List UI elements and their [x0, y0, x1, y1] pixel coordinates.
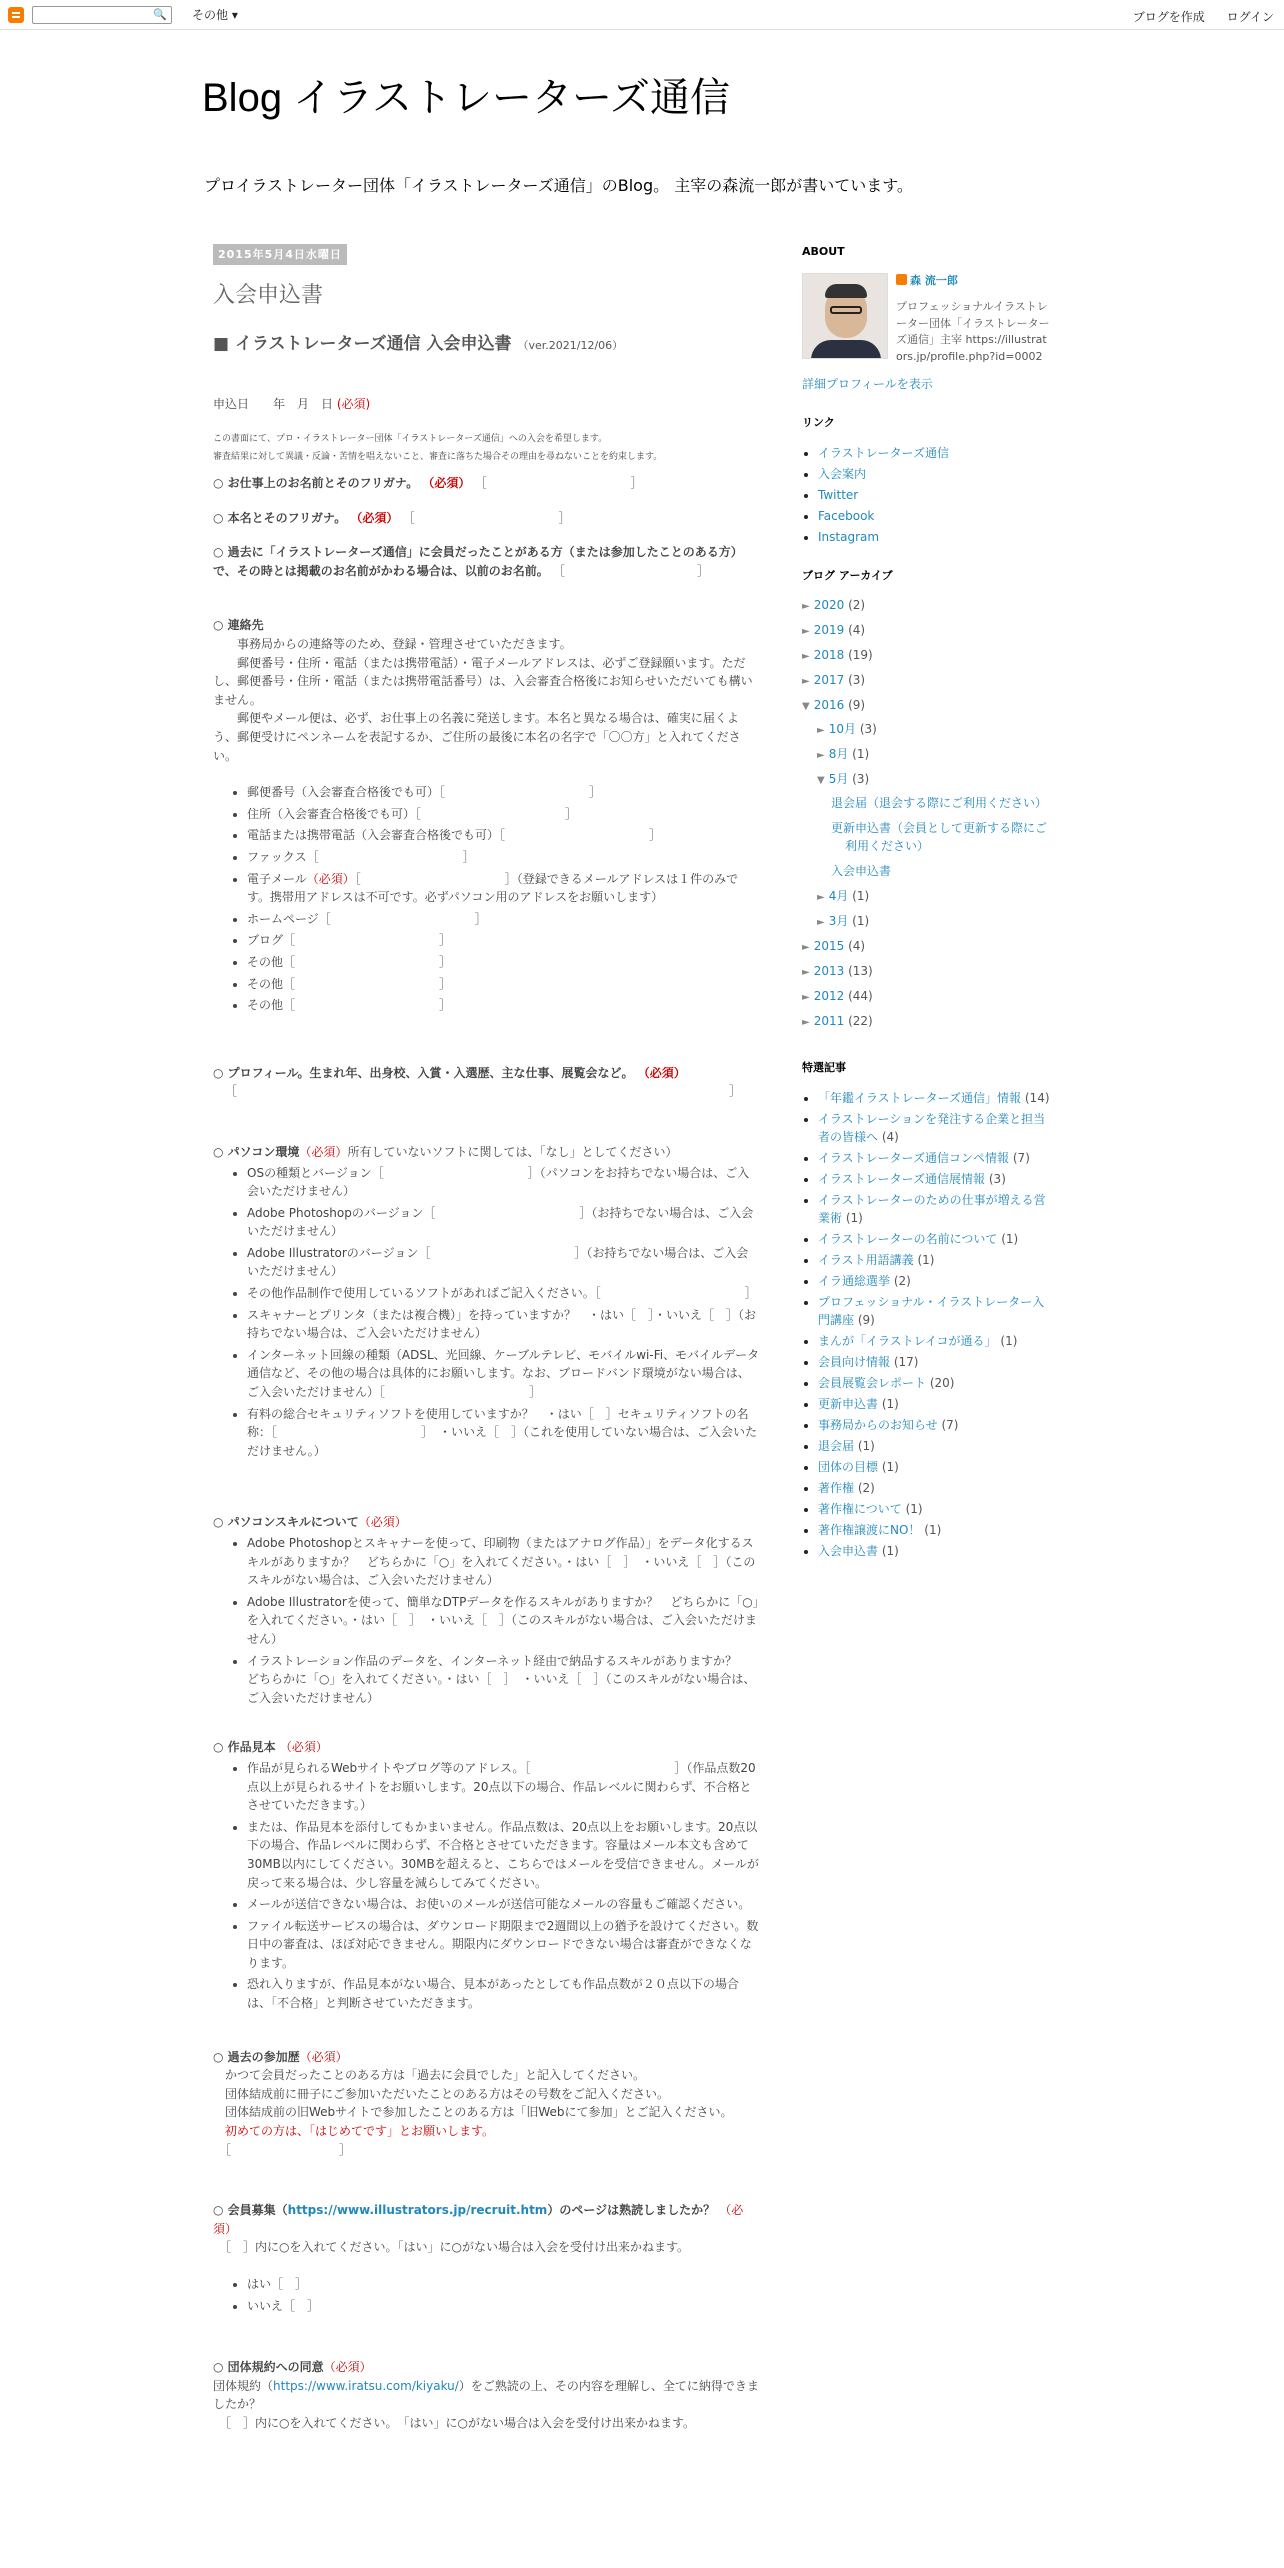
rules-note: ［ ］内に○を入れてください。 「はい」に○がない場合は入会を受付け出来かねます。 [219, 2415, 695, 2430]
expand-arrow-icon[interactable]: ► [802, 676, 810, 687]
featured-link[interactable]: 入会申込書 [818, 1543, 879, 1558]
required-mark: （必須） [306, 871, 355, 886]
pc-heading-text: ○ パソコン環境 [213, 1144, 300, 1159]
featured-link[interactable]: 「年鑑イラストレーターズ通信」情報 [818, 1090, 1022, 1105]
email-label: 電子メール [247, 871, 307, 886]
featured-item [818, 1089, 1052, 1107]
list-item: • Adobe Illustratorのバージョン［ ］（お持ちでない場合は、ご入会いただけません） [247, 1244, 760, 1281]
featured-count: (20) [929, 1375, 955, 1390]
archive-count: (4) [848, 623, 866, 637]
featured-count: (2) [893, 1273, 911, 1288]
real-name-field: ［ ］ [402, 510, 571, 525]
featured-count: (7) [1012, 1150, 1030, 1165]
featured-count: (1) [845, 1210, 863, 1225]
profile-heading-text: ○ プロフィール。生まれ年、出身校、入賞・入選歴、主な仕事、展覧会など。 [213, 1065, 634, 1080]
required-mark: （必須） [323, 2360, 372, 2375]
featured-link[interactable]: 会員向け情報 [818, 1354, 891, 1369]
recruit-pre: ○ 会員募集（ [213, 2203, 288, 2218]
archive-year[interactable]: 2019 [813, 623, 845, 637]
required-mark: （必須） [279, 1740, 328, 1755]
featured-item [818, 1170, 1052, 1188]
featured-item [818, 1374, 1052, 1392]
recruit-list [213, 2275, 760, 2315]
archive-year[interactable]: 2013 [813, 964, 845, 978]
blogger-profile-icon [896, 274, 907, 285]
required-mark: （必須） [213, 2203, 744, 2236]
featured-item [818, 1479, 1052, 1497]
featured-section [802, 1060, 1052, 1560]
featured-count: (1) [857, 1438, 875, 1453]
list-item: • いいえ［ ］ [247, 2297, 760, 2316]
required-mark: （必須） [637, 1065, 686, 1080]
archive-month[interactable]: 10月 [828, 722, 856, 736]
question-real-label: ○ 本名とそのフリガナ。 [213, 510, 347, 525]
featured-item [818, 1353, 1052, 1371]
required-mark: （必須） [350, 510, 399, 525]
post-area [213, 244, 760, 2433]
archive-post[interactable]: 更新申込書（会員として更新する際にご利用ください） [831, 821, 1048, 853]
pc-list [213, 1164, 760, 1461]
expand-arrow-icon[interactable]: ► [817, 917, 825, 928]
more-menu-label: その他 [192, 8, 229, 22]
about-section [802, 244, 1052, 393]
link-item[interactable]: Instagram [818, 529, 880, 544]
expand-arrow-icon[interactable]: ► [802, 942, 810, 953]
list-item: • イラストレーション作品のデータを、インターネット経由で納品するスキルがありますか？ どちらかに「○」を入れてください。・はい［ ］ ・いいえ［ ］（このスキルがない場合は、ご入会いただけません） [247, 1652, 760, 1708]
required-mark: （必須） [422, 476, 471, 491]
archive-count: (2) [848, 598, 866, 612]
collapse-arrow-icon[interactable]: ▼ [817, 775, 825, 786]
question-name [213, 474, 760, 493]
featured-item [818, 1293, 1052, 1329]
expand-arrow-icon[interactable]: ► [802, 992, 810, 1003]
email-field: ［ ］（登録できるメールアドレスは１件のみです。携帯用アドレスは不可です。必ずパソコン用のアドレスをお願いします） [247, 871, 739, 905]
profile-field: ［ ］ [225, 1084, 742, 1099]
history-line-2: 団体結成前に冊子にご参加いただいたことのある方はその号数をご記入ください。 [213, 2086, 670, 2101]
list-item: • はい［ ］ [247, 2275, 760, 2294]
archive-count: (3) [848, 673, 866, 687]
featured-item [818, 1395, 1052, 1413]
expand-arrow-icon[interactable]: ► [817, 892, 825, 903]
featured-link[interactable]: 著作権譲渡にNO！ [818, 1522, 921, 1537]
archive-count: (22) [848, 1014, 873, 1028]
list-item: • メールが送信できない場合は、お使いのメールが送信可能なメールの容量もご確認ください。 [247, 1895, 760, 1914]
caret-down-icon: ▾ [231, 8, 238, 22]
note-1: この書面にて、プロ・イラストレーター団体「イラストレーターズ通信」への入会を希望します。 [213, 434, 608, 445]
archive-section [802, 568, 1052, 1031]
history-heading-text: ○ 過去の参加歴 [213, 2049, 300, 2064]
full-profile-link[interactable]: 詳細プロフィールを表示 [802, 377, 933, 391]
featured-count: (9) [857, 1312, 875, 1327]
name-field: ［ ］ [474, 476, 643, 491]
form-version: （ver.2021/12/06） [517, 339, 624, 353]
collapse-arrow-icon[interactable]: ▼ [802, 701, 810, 712]
archive-count: (1) [852, 914, 870, 928]
about-description: プロフェッショナルイラストレーター団体「イラストレーターズ通信」主宰 https://illustrators.jp/profile.php?id=0002 [896, 300, 1050, 363]
featured-link[interactable]: 団体の目標 [818, 1459, 879, 1474]
skill-list [213, 1534, 760, 1707]
contact-p2: 郵便番号・住所・電話（または携帯電話）・電子メールアドレスは、必ずご登録願います。ただし、郵便番号・住所・電話（または携帯電話番号）は、入会審査合格後にお知らせいただいても構いません。 [213, 655, 753, 707]
required-mark: （必須） [299, 2049, 348, 2064]
archive-count: (44) [848, 989, 873, 1003]
archive-month[interactable]: 5月 [828, 772, 849, 786]
featured-link[interactable]: イラストレーターズ通信コンペ情報 [818, 1150, 1010, 1165]
link-item[interactable]: イラストレーターズ通信 [818, 445, 950, 460]
featured-count: (1) [881, 1459, 899, 1474]
apply-date [213, 395, 760, 414]
search-icon[interactable]: 🔍 [153, 8, 167, 21]
rules-pre: 団体規約（ [213, 2378, 274, 2393]
archive-year[interactable]: 2016 [813, 698, 845, 712]
featured-link[interactable]: 事務局からのお知らせ [818, 1417, 938, 1432]
expand-arrow-icon[interactable]: ► [802, 651, 810, 662]
featured-link[interactable]: 更新申込書 [818, 1396, 879, 1411]
list-item: • Adobe Illustratorを使って、簡単なDTPデータを作るスキルがありますか？ どちらかに「○」を入れてください。・はい［ ］ ・いいえ［ ］（このスキルがない場合は、ご入会いただけません） [247, 1593, 760, 1649]
archive-month[interactable]: 4月 [828, 889, 849, 903]
archive-year[interactable]: 2020 [813, 598, 845, 612]
expand-arrow-icon[interactable]: ► [802, 1017, 810, 1028]
featured-item [818, 1542, 1052, 1560]
featured-item [818, 1500, 1052, 1518]
pc-heading [213, 1143, 760, 1162]
links-section [802, 415, 1052, 546]
question-past-name [213, 543, 760, 580]
form-title [213, 331, 760, 357]
expand-arrow-icon[interactable]: ► [802, 626, 810, 637]
featured-count: (1) [881, 1396, 899, 1411]
expand-arrow-icon[interactable]: ► [817, 750, 825, 761]
featured-link[interactable]: 会員展覧会レポート [818, 1375, 927, 1390]
featured-item [818, 1110, 1052, 1146]
recruit-note: ［ ］内に○を入れてください。「はい」に○がない場合は入会を受付け出来かねます。 [219, 2240, 689, 2255]
note-2: 審査結果に対して異議・反論・苦情を唱えないこと、審査に落ちた場合その理由を尋ねないことを約束します。 [213, 452, 663, 463]
featured-item [818, 1416, 1052, 1434]
featured-count: (1) [1001, 1231, 1019, 1246]
rules-heading-text: ○ 団体規約への同意 [213, 2360, 324, 2375]
featured-item [818, 1191, 1052, 1227]
expand-arrow-icon[interactable]: ► [802, 601, 810, 612]
list-item: • その他［ ］ [247, 975, 760, 994]
required-mark: （必須） [358, 1515, 407, 1530]
profile-avatar[interactable] [802, 273, 888, 359]
featured-count: (14) [1024, 1090, 1050, 1105]
archive-count: (1) [852, 747, 870, 761]
past-name-field: ［ ］ [552, 563, 709, 578]
history-line-4: 初めての方は、「はじめてです」とお願いします。 [213, 2124, 495, 2139]
list-item: • OSの種類とバージョン［ ］（パソコンをお持ちでない場合は、ご入会いただけません） [247, 1164, 760, 1201]
expand-arrow-icon[interactable]: ► [817, 725, 825, 736]
contact-list [213, 783, 760, 1015]
featured-link[interactable]: イラストレーターのための仕事が増える営業術 [818, 1192, 1046, 1225]
recruit-heading [213, 2201, 760, 2238]
list-item: • ファックス［ ］ [247, 848, 760, 867]
expand-arrow-icon[interactable]: ► [802, 967, 810, 978]
history-heading [213, 2048, 760, 2067]
archive-count: (4) [848, 939, 866, 953]
profile-heading [213, 1064, 760, 1083]
contact-heading: ○ 連絡先 [213, 618, 264, 633]
featured-count: (3) [988, 1171, 1006, 1186]
link-item[interactable]: 入会案内 [818, 466, 867, 481]
works-heading [213, 1738, 760, 1757]
history-line-3: 団体結成前の旧Webサイトで参加したことのある方は「旧Webにて参加」とご記入ください。 [213, 2105, 733, 2120]
works-heading-text: ○ 作品見本 [213, 1740, 276, 1755]
featured-count: (1) [917, 1252, 935, 1267]
featured-count: (2) [857, 1480, 875, 1495]
recruit-post: ）のページは熟読しましたか？ [547, 2203, 716, 2218]
featured-heading: 特選記事 [802, 1061, 846, 1074]
featured-link[interactable]: イラ通総選挙 [818, 1273, 891, 1288]
featured-link[interactable]: 著作権 [818, 1480, 855, 1495]
blogger-logo-icon[interactable] [8, 7, 24, 23]
featured-link[interactable]: 著作権について [818, 1501, 902, 1516]
archive-count: (3) [859, 722, 877, 736]
archive-month[interactable]: 3月 [828, 914, 849, 928]
archive-post[interactable]: 退会届（退会する際にご利用ください） [831, 796, 1048, 810]
rules-text [213, 2377, 760, 2414]
archive-year[interactable]: 2017 [813, 673, 845, 687]
link-item[interactable]: Facebook [818, 508, 875, 523]
featured-link[interactable]: 退会届 [818, 1438, 855, 1453]
featured-item [818, 1332, 1052, 1350]
contact-p1: 事務局からの連絡等のため、登録・管理させていただきます。 [213, 637, 572, 652]
history-field: ［ ］ [213, 2142, 352, 2157]
archive-count: (3) [852, 772, 870, 786]
featured-count: (1) [905, 1501, 923, 1516]
list-item: • ホームページ［ ］ [247, 910, 760, 929]
featured-count: (7) [941, 1417, 959, 1432]
featured-count: (17) [893, 1354, 919, 1369]
author-name-link[interactable]: 森 流一郎 [910, 273, 958, 287]
featured-item [818, 1149, 1052, 1167]
list-item: • Adobe Photoshopのバージョン［ ］（お持ちでない場合は、ご入会いただけません） [247, 1204, 760, 1241]
apply-date-label: 申込日 年 月 日 [213, 397, 334, 412]
recruit-link[interactable]: https://www.illustrators.jp/recruit.htm [287, 2203, 548, 2218]
question-past-label: ○ 過去に「イラストレーターズ通信」に会員だったことがある方（または参加したことのある方）で、その時とは掲載のお名前がかわる場合は、以前のお名前。 [213, 545, 743, 578]
archive-count: (13) [848, 964, 873, 978]
rules-link[interactable]: https://www.iratsu.com/kiyaku/ [273, 2378, 459, 2393]
list-item: • その他［ ］ [247, 953, 760, 972]
archive-post[interactable]: 入会申込書 [831, 864, 892, 878]
featured-link[interactable]: イラスト用語講義 [818, 1252, 914, 1267]
pc-note: 所有していないソフトに関しては、「なし」としてください） [347, 1144, 678, 1159]
featured-count: (4) [881, 1129, 899, 1144]
skill-heading [213, 1513, 760, 1532]
rules-post: ）をご熟読の上、その内容を理解し、全てに納得できましたか？ [213, 2378, 759, 2412]
contact-p3: 郵便やメール便は、必ず、お仕事上の名義に発送します。本名と異なる場合は、確実に届くよう、郵便受けにペンネームを表記するか、ご住所の最後に本名の名字で「〇〇方」と入れてください。 [213, 711, 741, 763]
featured-count: (1) [881, 1543, 899, 1558]
featured-item [818, 1521, 1052, 1539]
list-item: • ファイル転送サービスの場合は、ダウンロード期限まで2週間以上の猶予を設けてください。数日中の審査は、ほぼ対応できません。期限内にダウンロードできない場合は審査ができなくなります。 [247, 1917, 760, 1973]
form-title-text: ■ イラストレーターズ通信 入会申込書 [213, 334, 512, 355]
list-item: • 作品が見られるWebサイトやブログ等のアドレス。［ ］（作品点数20点以上が見られるサイトをお願いします。20点以下の場合、作品レベルに関わらず、不合格とさせていただきます。） [247, 1759, 760, 1815]
more-menu[interactable] [192, 6, 238, 23]
list-item: • スキャナーとプリンタ（または複合機）」を持っていますか？ ・はい［ ］・いいえ［ ］（お持ちでない場合は、ご入会いただけません） [247, 1306, 760, 1343]
list-item: • 電話または携帯電話（入会審査合格後でも可）［ ］ [247, 826, 760, 845]
works-list [213, 1759, 760, 2013]
post-title[interactable]: 入会申込書 [213, 283, 324, 309]
featured-link[interactable]: イラストレーターズ通信展情報 [818, 1171, 986, 1186]
archive-heading: ブログ アーカイブ [802, 568, 893, 582]
featured-item [818, 1272, 1052, 1290]
archive-year[interactable]: 2012 [813, 989, 845, 1003]
search-input[interactable] [32, 6, 172, 24]
archive-year[interactable]: 2018 [813, 648, 845, 662]
login-link[interactable]: ログイン [1226, 10, 1274, 24]
featured-count: (1) [924, 1522, 942, 1537]
question-name-label: ○ お仕事上のお名前とそのフリガナ。 [213, 476, 419, 491]
featured-item [818, 1437, 1052, 1455]
blogger-navbar [0, 0, 1284, 30]
featured-item [818, 1230, 1052, 1248]
required-mark: （必須） [299, 1144, 348, 1159]
archive-month[interactable]: 8月 [828, 747, 849, 761]
rules-heading [213, 2358, 760, 2377]
required-mark: (必須) [336, 397, 371, 412]
list-item: • 有料の総合セキュリティソフトを使用していますか？ ・はい［ ］セキュリティソフトの名称：［ ］ ・いいえ［ ］（これを使用していない場合は、ご入会いただけません。） [247, 1405, 760, 1461]
featured-link[interactable]: イラストレーションを発注する企業と担当者の皆様へ [818, 1111, 1046, 1144]
blog-title[interactable]: Blog イラストレーターズ通信 [202, 76, 730, 120]
sidebar [802, 244, 1052, 2433]
links-heading: リンク [802, 416, 835, 429]
archive-year[interactable]: 2011 [813, 1014, 845, 1028]
archive-count: (9) [848, 698, 866, 712]
list-item: • または、作品見本を添付してもかまいません。作品点数は、20点以上をお願いします。20点以下の場合、作品レベルに関わらず、不合格とさせていただきます。容量はメール本文も含めて30MB以内にしてください。30MBを超えると、こちらではメールを受信できません。メールが戻って来る場合は、少し容量を減らしてみてください。 [247, 1818, 760, 1892]
list-item: • インターネット回線の種類（ADSL、光回線、ケーブルテレビ、モバイルwi-Fi、モバイルデータ通信など、その他の場合は具体的にお願いします。なお、ブロードバンド環境がない場合は、ご入会いただけません）［ ］ [247, 1346, 760, 1402]
list-item: • 住所（入会審査合格後でも可）［ ］ [247, 805, 760, 824]
featured-link[interactable]: プロフェッショナル・イラストレーター入門講座 [818, 1294, 1045, 1327]
featured-link[interactable]: イラストレーターの名前について [818, 1231, 998, 1246]
list-item: • その他作品制作で使用しているソフトがあればご記入ください。［ ］ [247, 1284, 760, 1303]
featured-link[interactable]: まんが「イラストレイコが通る」 [818, 1333, 997, 1348]
archive-year[interactable]: 2015 [813, 939, 845, 953]
blog-description: プロイラストレーター団体「イラストレーターズ通信」のBlog。 主宰の森流一郎が書いています。 [204, 176, 913, 195]
post-date: 2015年5月4日水曜日 [213, 244, 347, 265]
history-line-1: かつて会員だったことのある方は「過去に会員でした」と記入してください。 [213, 2068, 646, 2083]
archive-count: (19) [848, 648, 873, 662]
list-item-email [247, 870, 760, 907]
question-real-name [213, 509, 760, 528]
list-item: • Adobe Photoshopとスキャナーを使って、印刷物（またはアナログ作品）」をデータ化するスキルがありますか？ どちらかに「○」を入れてください。・はい［ ］ ・いいえ［ ］（このスキルがない場合は、ご入会いただけません） [247, 1534, 760, 1590]
link-item[interactable]: Twitter [818, 487, 859, 502]
featured-item [818, 1251, 1052, 1269]
list-item: • その他［ ］ [247, 996, 760, 1015]
about-heading: ABOUT [802, 245, 845, 258]
featured-item [818, 1458, 1052, 1476]
featured-count: (1) [1000, 1333, 1018, 1348]
create-blog-link[interactable]: ブログを作成 [1132, 10, 1205, 24]
list-item: • 郵便番号（入会審査合格後でも可）［ ］ [247, 783, 760, 802]
archive-count: (1) [852, 889, 870, 903]
skill-heading-text: ○ パソコンスキルについて [213, 1515, 359, 1530]
list-item: • ブログ［ ］ [247, 931, 760, 950]
blog-header [0, 66, 1284, 196]
list-item: • 恐れ入りますが、作品見本がない場合、見本があったとしても作品点数が２０点以下の場合は、「不合格」と判断させていただきます。 [247, 1975, 760, 2012]
